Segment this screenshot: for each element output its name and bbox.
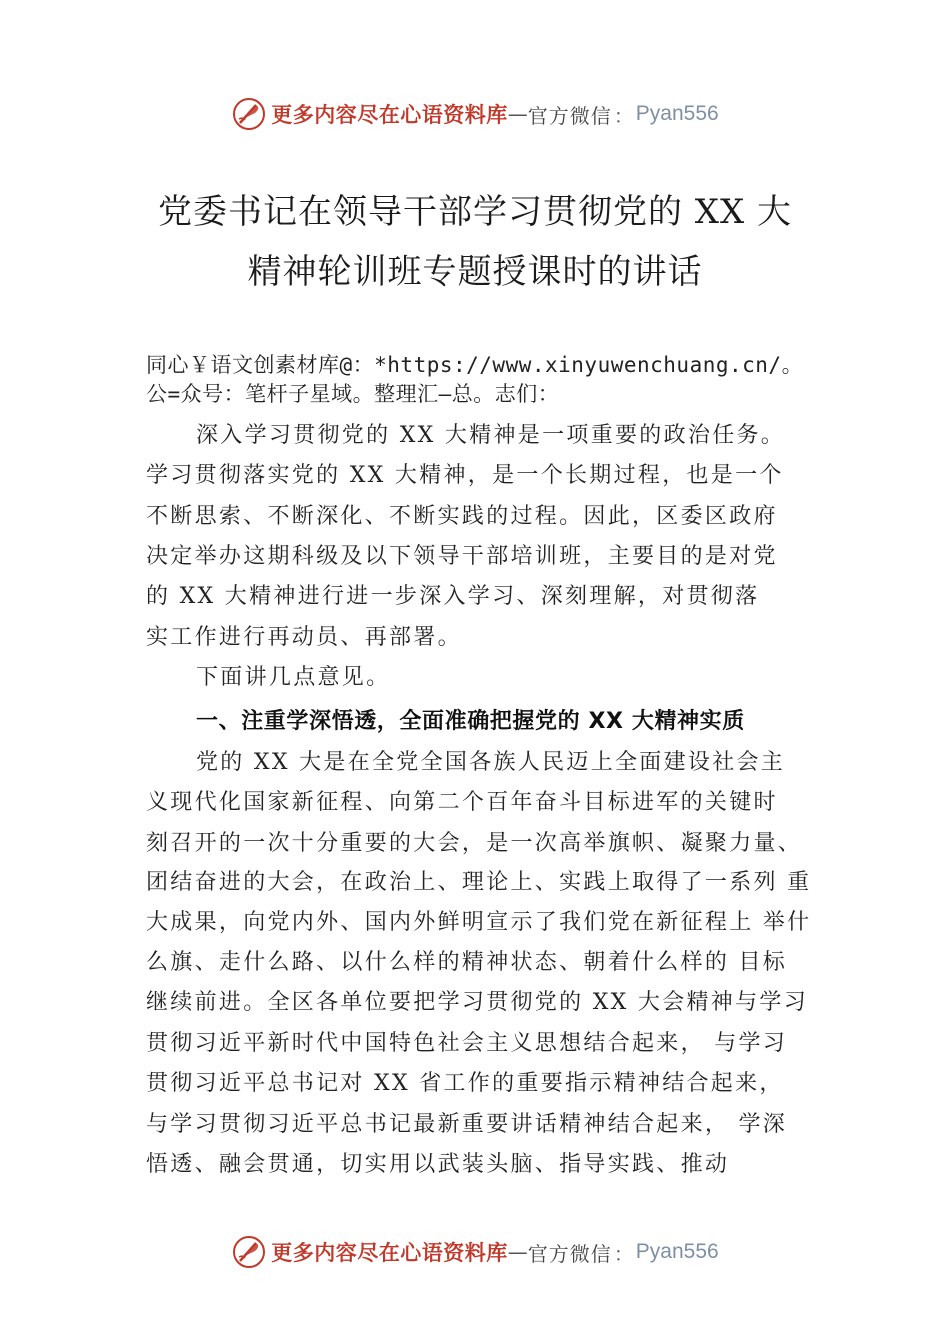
- banner-dash: —: [507, 1240, 528, 1264]
- paragraph-line: 刻召开的一次十分重要的大会，是一次高举旗帜、凝聚力量、: [146, 831, 803, 856]
- quill-logo-icon: [231, 1234, 267, 1270]
- paragraph-line: 贯彻习近平总书记对 XX 省工作的重要指示精神结合起来，: [146, 1071, 784, 1096]
- banner-wechat-id: Pyan556: [635, 102, 719, 125]
- paragraph-line: 的 XX 大精神进行进一步深入学习、深刻理解，对贯彻落: [146, 584, 760, 609]
- banner-wechat-label: 官方微信: [527, 1241, 612, 1266]
- paragraph-line: 实工作进行再动员、再部署。: [146, 625, 462, 650]
- banner-dash: —: [507, 102, 528, 126]
- paragraph-line: 团结奋进的大会，在政治上、理论上、实践上取得了一系列 重: [146, 870, 812, 895]
- paragraph-line: 与学习贯彻习近平总书记最新重要讲话精神结合起来， 学深: [146, 1112, 788, 1137]
- paragraph-line: 决定举办这期科级及以下领导干部培训班，主要目的是对党: [146, 544, 778, 569]
- title-line-2: 精神轮训班专题授课时的讲话: [247, 252, 703, 292]
- paragraph-line: 义现代化国家新征程、向第二个百年奋斗目标进军的关键时: [146, 790, 778, 815]
- paragraph-line: 不断思索、不断深化、不断实践的过程。因此，区委区政府: [146, 504, 778, 529]
- paragraph-line: 继续前进。全区各单位要把学习贯彻党的 XX 大会精神与学习: [146, 990, 809, 1015]
- paragraph-line: 深入学习贯彻党的 XX 大精神是一项重要的政治任务。: [196, 423, 786, 448]
- paragraph-line: 学习贯彻落实党的 XX 大精神，是一个长期过程，也是一个: [146, 463, 784, 488]
- footer-banner: [0, 1232, 950, 1272]
- paragraph-line: 悟透、融会贯通，切实用以武装头脑、指导实践、推动: [146, 1152, 730, 1177]
- banner-wechat-id: Pyan556: [635, 1240, 719, 1263]
- banner-colon: ：: [613, 103, 634, 128]
- source-line-1: 同心￥语文创素材库@：*https://www.xinyuwenchuang.cn/。: [146, 353, 804, 377]
- banner-promo-text: 更多内容尽在心语资料库: [271, 1240, 508, 1265]
- banner-colon: ：: [613, 1241, 634, 1266]
- header-banner: [0, 94, 950, 134]
- document-title: [120, 182, 830, 302]
- source-line-2: 公=众号：笔杆子星域。整理汇—总。志们：: [146, 382, 560, 406]
- paragraph-line: 大成果，向党内外、国内外鲜明宣示了我们党在新征程上 举什: [146, 910, 812, 935]
- banner-wechat-label: 官方微信: [527, 103, 612, 128]
- paragraph-line: 党的 XX 大是在全党全国各族人民迈上全面建设社会主: [196, 750, 786, 775]
- section-heading-1: 一、注重学深悟透，全面准确把握党的 XX 大精神实质: [196, 709, 745, 734]
- quill-logo-icon: [231, 96, 267, 132]
- paragraph-line: 么旗、走什么路、以什么样的精神状态、朝着什么样的 目标: [146, 950, 788, 975]
- title-line-1: 党委书记在领导干部学习贯彻党的 XX 大: [157, 192, 793, 232]
- banner-promo-text: 更多内容尽在心语资料库: [271, 102, 508, 127]
- paragraph-line: 下面讲几点意见。: [196, 665, 391, 690]
- paragraph-line: 贯彻习近平新时代中国特色社会主义思想结合起来， 与学习: [146, 1031, 788, 1056]
